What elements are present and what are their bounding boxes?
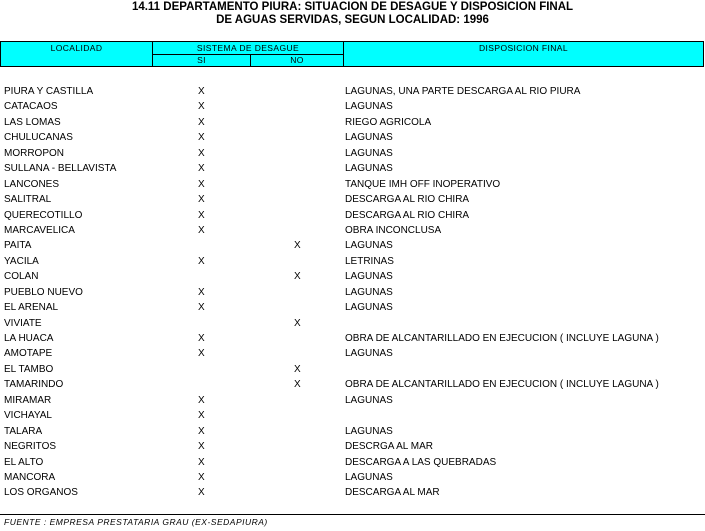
table-row bbox=[0, 377, 705, 392]
table-row bbox=[0, 84, 705, 99]
cell-si: X bbox=[198, 101, 205, 113]
title-line-1: 14.11 DEPARTAMENTO PIURA: SITUACION DE DESAGUE Y DISPOSICION FINAL bbox=[131, 1, 574, 13]
cell-disposicion: LAGUNAS bbox=[345, 240, 393, 252]
cell-localidad: TALARA bbox=[4, 425, 43, 437]
cell-localidad: LAS LOMAS bbox=[4, 116, 61, 128]
cell-si: X bbox=[198, 333, 205, 344]
cell-si: X bbox=[198, 255, 205, 267]
table-row bbox=[0, 115, 705, 130]
cell-si: X bbox=[198, 224, 205, 236]
table-row bbox=[0, 269, 705, 284]
cell-disposicion: OBRA INCONCLUSA bbox=[345, 224, 442, 236]
cell-disposicion: LAGUNAS bbox=[345, 286, 393, 298]
cell-si: X bbox=[198, 487, 205, 499]
table-row bbox=[0, 146, 705, 161]
table-row bbox=[0, 485, 705, 500]
table-row bbox=[0, 177, 705, 192]
cell-localidad: MIRAMAR bbox=[4, 394, 52, 406]
table-row bbox=[0, 455, 705, 470]
cell-disposicion: DESCRGA AL MAR bbox=[345, 441, 433, 453]
header-si: SI bbox=[197, 55, 206, 65]
table-row bbox=[0, 331, 705, 346]
cell-disposicion: LAGUNAS bbox=[345, 163, 393, 175]
cell-disposicion: LAGUNAS bbox=[345, 348, 393, 360]
table-row bbox=[0, 238, 705, 253]
cell-localidad: YACILA bbox=[4, 255, 39, 267]
table-row bbox=[0, 408, 705, 423]
cell-si: X bbox=[198, 209, 205, 221]
cell-si: X bbox=[198, 441, 205, 453]
cell-disposicion: RIEGO AGRICOLA bbox=[345, 116, 432, 128]
cell-si: X bbox=[198, 425, 205, 437]
cell-disposicion: LAGUNAS bbox=[345, 147, 393, 159]
table-row bbox=[0, 424, 705, 439]
cell-localidad: SULLANA - BELLAVISTA bbox=[4, 163, 117, 175]
cell-disposicion: LAGUNAS bbox=[345, 271, 393, 283]
table-row bbox=[0, 99, 705, 114]
table-body bbox=[0, 84, 705, 501]
cell-disposicion: DESCARGA AL RIO CHIRA bbox=[345, 194, 470, 206]
cell-localidad: PIURA Y CASTILLA bbox=[4, 86, 94, 97]
table-row bbox=[0, 393, 705, 408]
cell-localidad: CHULUCANAS bbox=[4, 132, 73, 144]
table-row bbox=[0, 300, 705, 315]
cell-localidad: MARCAVELICA bbox=[4, 224, 75, 236]
table-row bbox=[0, 285, 705, 300]
cell-disposicion: DESCARGA AL MAR bbox=[345, 487, 440, 499]
cell-disposicion: TANQUE IMH OFF INOPERATIVO bbox=[345, 178, 501, 190]
cell-localidad: LANCONES bbox=[4, 178, 60, 190]
cell-disposicion: DESCARGA AL RIO CHIRA bbox=[345, 209, 470, 221]
table-row bbox=[0, 439, 705, 454]
table-header bbox=[0, 41, 704, 67]
cell-disposicion: LAGUNAS bbox=[345, 132, 393, 144]
cell-localidad: LA HUACA bbox=[4, 333, 54, 344]
cell-disposicion: LAGUNAS bbox=[345, 302, 393, 314]
cell-si: X bbox=[198, 132, 205, 144]
cell-localidad: MORROPON bbox=[4, 147, 64, 159]
cell-disposicion: LAGUNAS bbox=[345, 471, 393, 483]
cell-si: X bbox=[198, 163, 205, 175]
table-row bbox=[0, 223, 705, 238]
cell-disposicion: LAGUNAS, UNA PARTE DESCARGA AL RIO PIURA bbox=[345, 86, 581, 97]
table-row bbox=[0, 130, 705, 145]
cell-no: X bbox=[294, 240, 301, 252]
table-row bbox=[0, 208, 705, 223]
cell-disposicion: LAGUNAS bbox=[345, 425, 393, 437]
cell-localidad: EL ARENAL bbox=[4, 302, 59, 314]
table-title bbox=[0, 1, 705, 27]
table-row bbox=[0, 470, 705, 485]
cell-si: X bbox=[198, 394, 205, 406]
header-sistema-desague: SISTEMA DE DESAGUE bbox=[196, 43, 300, 53]
cell-disposicion: LETRINAS bbox=[345, 255, 394, 267]
cell-si: X bbox=[198, 86, 205, 97]
cell-localidad: NEGRITOS bbox=[4, 441, 57, 453]
table-row bbox=[0, 161, 705, 176]
cell-localidad: TAMARINDO bbox=[4, 379, 64, 391]
cell-disposicion: DESCARGA A LAS QUEBRADAS bbox=[345, 456, 497, 468]
cell-si: X bbox=[198, 410, 205, 422]
cell-no: X bbox=[294, 379, 301, 391]
cell-si: X bbox=[198, 302, 205, 314]
cell-no: X bbox=[294, 271, 301, 283]
cell-disposicion: LAGUNAS bbox=[345, 394, 393, 406]
cell-si: X bbox=[198, 116, 205, 128]
cell-localidad: LOS ORGANOS bbox=[4, 487, 78, 499]
table-row bbox=[0, 346, 705, 361]
cell-si: X bbox=[198, 178, 205, 190]
cell-si: X bbox=[198, 456, 205, 468]
footer-divider bbox=[0, 514, 705, 515]
cell-localidad: EL TAMBO bbox=[4, 363, 54, 375]
cell-si: X bbox=[198, 286, 205, 298]
source-note: FUENTE : EMPRESA PRESTATARIA GRAU (EX-SEDAPIURA) bbox=[4, 517, 268, 527]
cell-disposicion: LAGUNAS bbox=[345, 101, 393, 113]
header-no: NO bbox=[290, 55, 304, 65]
cell-disposicion: OBRA DE ALCANTARILLADO EN EJECUCION ( INCLUYE LAGUNA ) bbox=[345, 333, 659, 344]
cell-disposicion: OBRA DE ALCANTARILLADO EN EJECUCION ( INCLUYE LAGUNA ) bbox=[345, 379, 659, 391]
table-row bbox=[0, 254, 705, 269]
cell-localidad: PAITA bbox=[4, 240, 32, 252]
cell-localidad: COLAN bbox=[4, 271, 39, 283]
cell-localidad: QUERECOTILLO bbox=[4, 209, 83, 221]
header-localidad: LOCALIDAD bbox=[50, 43, 103, 53]
cell-no: X bbox=[294, 363, 301, 375]
cell-localidad: PUEBLO NUEVO bbox=[4, 286, 83, 298]
table-row bbox=[0, 192, 705, 207]
title-line-2: DE AGUAS SERVIDAS, SEGUN LOCALIDAD: 1996 bbox=[216, 14, 489, 26]
cell-localidad: CATACAOS bbox=[4, 101, 58, 113]
header-disposicion-final: DISPOSICION FINAL bbox=[479, 43, 568, 53]
cell-localidad: VICHAYAL bbox=[4, 410, 52, 422]
cell-localidad: VIVIATE bbox=[4, 317, 42, 329]
cell-si: X bbox=[198, 471, 205, 483]
cell-localidad: EL ALTO bbox=[4, 456, 44, 468]
cell-si: X bbox=[198, 147, 205, 159]
cell-si: X bbox=[198, 348, 205, 360]
cell-no: X bbox=[294, 317, 301, 329]
cell-localidad: SALITRAL bbox=[4, 194, 52, 206]
cell-si: X bbox=[198, 194, 205, 206]
cell-localidad: AMOTAPE bbox=[4, 348, 53, 360]
cell-localidad: MANCORA bbox=[4, 471, 56, 483]
table-row bbox=[0, 316, 705, 331]
table-row bbox=[0, 362, 705, 377]
